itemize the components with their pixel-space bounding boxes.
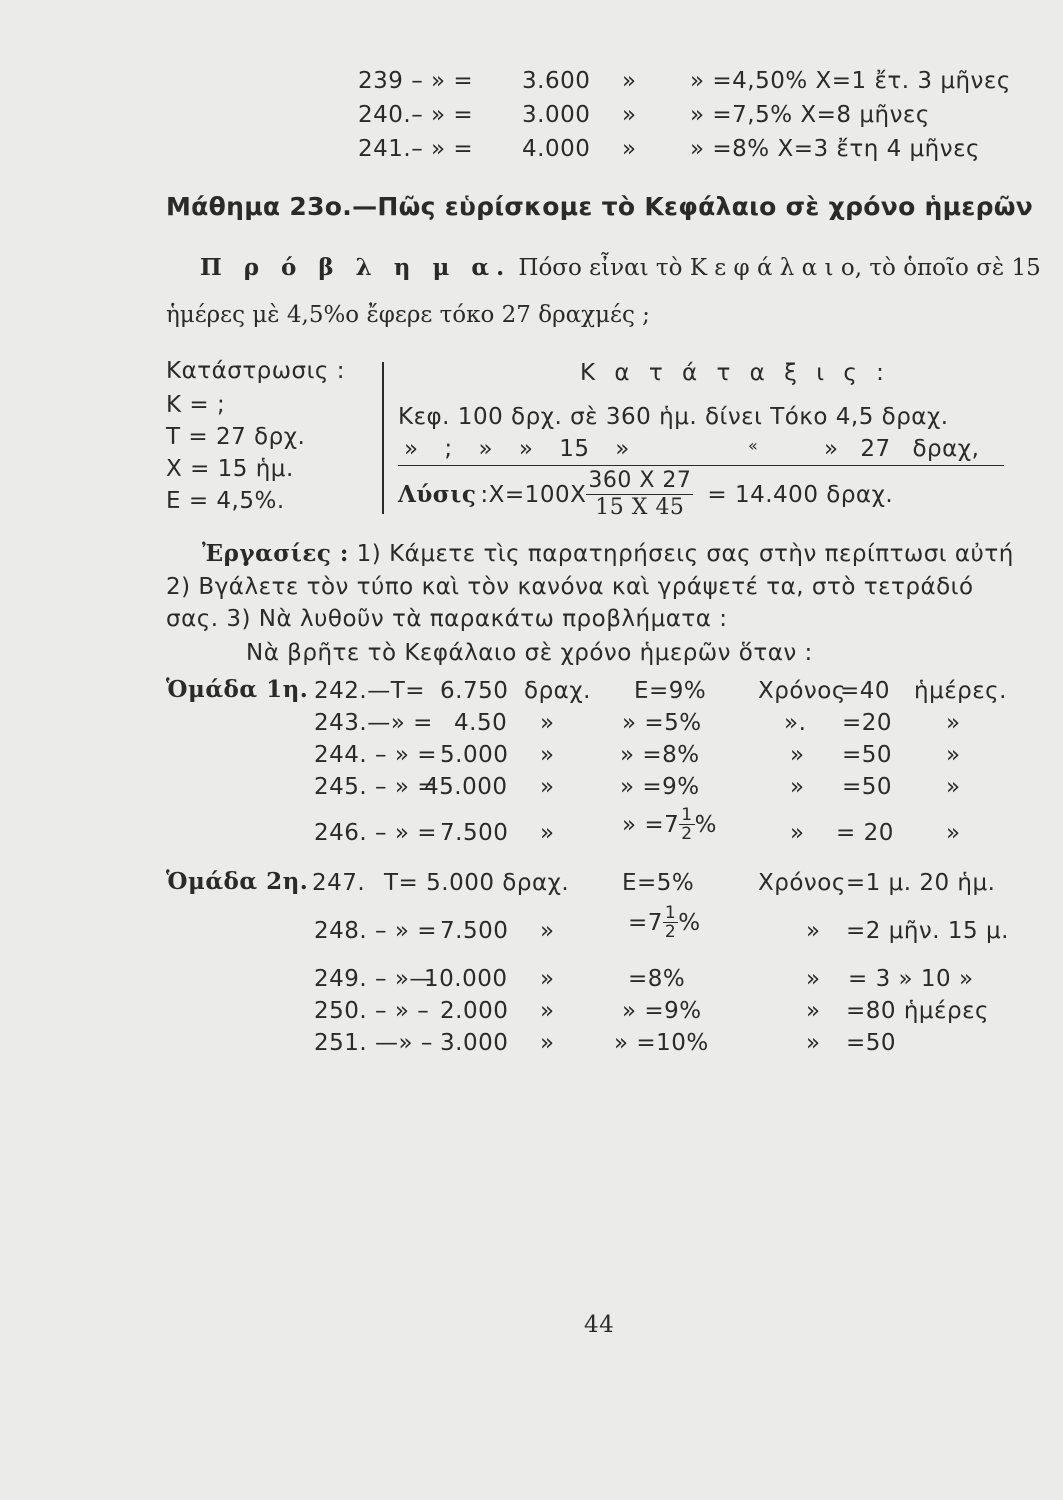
katataxis-heading: Κ α τ ά τ α ξ ι ς : <box>580 360 890 386</box>
half-fraction <box>679 806 694 843</box>
rate-time: » =4,50% X=1 ἔτ. 3 μῆνες <box>690 68 1011 94</box>
time-unit: ἡμέρες. <box>914 678 1007 704</box>
time-value: Χρόνος=1 μ. 20 ἡμ. <box>758 870 996 896</box>
time-label: » <box>806 918 821 944</box>
katataxis-row-2-right: » 27 δραχ, <box>824 436 980 462</box>
unit: » <box>540 918 555 944</box>
rate-time: » =8% X=3 ἔτη 4 μῆνες <box>690 136 981 162</box>
time-value: =20 <box>842 710 893 736</box>
rate: » =9% <box>622 998 702 1024</box>
problem-number: 248. – » = <box>314 918 437 944</box>
solution-result: = 14.400 δραχ. <box>707 481 894 508</box>
unit: » <box>540 998 555 1024</box>
time-value: =50 <box>842 742 893 768</box>
rate-suffix: % <box>678 909 701 936</box>
time-label: » <box>790 742 805 768</box>
problem-label: Π ρ ό β λ η μ α. <box>200 254 512 281</box>
rate: » =9% <box>620 774 700 800</box>
time-value: =40 <box>840 678 891 704</box>
tasks-line-1 <box>202 540 1014 567</box>
separator-line <box>398 465 1004 466</box>
amount: 2.000 <box>440 998 509 1024</box>
problem-line-1 <box>200 254 1041 281</box>
katastrosis-line: Κ = ; <box>166 392 226 418</box>
time-unit: » <box>946 742 961 768</box>
time-label: » <box>806 1030 821 1056</box>
solution-fraction <box>586 468 693 521</box>
rate-suffix: % <box>694 811 717 838</box>
rate: Ε=5% <box>622 870 695 896</box>
unit: » <box>540 820 555 846</box>
problem-number: 251. —» – <box>314 1030 433 1056</box>
ditto-mark: » <box>622 136 637 162</box>
time-value: =50 <box>846 1030 897 1056</box>
unit: δραχ. <box>524 678 591 704</box>
unit: » <box>540 774 555 800</box>
amount: Τ= 5.000 δραχ. <box>384 870 570 896</box>
katataxis-row-2-mid: « <box>748 436 759 455</box>
ditto-mark: » <box>622 68 637 94</box>
ditto-mark: » <box>622 102 637 128</box>
amount: 6.750 <box>440 678 509 704</box>
time-unit: » <box>946 774 961 800</box>
amount: 3.000 <box>522 102 591 128</box>
time-value: = 3 » 10 » <box>848 966 974 992</box>
time-label: » <box>790 820 805 846</box>
time-label: » <box>806 998 821 1024</box>
problem-number: 246. – » = <box>314 820 437 846</box>
time-value: =80 ἡμέρες <box>846 998 990 1024</box>
rate-fraction <box>628 904 701 941</box>
column-divider <box>382 362 384 514</box>
problem-number: 244. – » = <box>314 742 437 768</box>
group-1-label: Ὁμάδα 1η. <box>166 676 309 703</box>
rate: » =5% <box>622 710 702 736</box>
solution-label: Λύσις <box>398 481 477 508</box>
rate-prefix: » =7 <box>622 811 680 838</box>
rate-fraction <box>622 806 717 843</box>
tasks-label: Ἐργασίες : <box>202 540 349 567</box>
amount: 4.50 <box>454 710 508 736</box>
amount: 7.500 <box>440 918 509 944</box>
rate-time: » =7,5% X=8 μῆνες <box>690 102 930 128</box>
problem-number: 240.– » = <box>358 102 474 128</box>
amount: 45.000 <box>424 774 508 800</box>
amount: 5.000 <box>440 742 509 768</box>
rate-prefix: =7 <box>628 909 663 936</box>
fraction-numerator: 360 X 27 <box>588 468 692 493</box>
problem-number: 249. – »— <box>314 966 433 992</box>
unit: » <box>540 742 555 768</box>
tasks-line-2: 2) Βγάλετε τὸν τύπο καὶ τὸν κανόνα καὶ γράψετέ τα, στὸ τετράδιό <box>166 574 974 600</box>
tasks-text-1: 1) Κάμετε τὶς παρατηρήσεις σας στὴν περίπτωσι αὐτή <box>356 541 1014 567</box>
problem-line-2: ἡμέρες μὲ 4,5%ο ἔφερε τόκο 27 δραχμές ; <box>166 302 650 328</box>
fraction-denominator: 2 <box>681 824 693 844</box>
amount: 10.000 <box>424 966 508 992</box>
rate: Ε=9% <box>634 678 707 704</box>
page-number: 44 <box>584 1312 615 1338</box>
time-value: =50 <box>842 774 893 800</box>
katastrosis-line: Ε = 4,5%. <box>166 488 285 514</box>
time-label: ». <box>784 710 807 736</box>
problem-number: 242.—Τ= <box>314 678 426 704</box>
problem-text-1: Πόσο εἶναι τὸ Κ ε φ ά λ α ι ο, τὸ ὁποῖο σὲ 15 <box>518 255 1041 281</box>
rate: » =8% <box>620 742 700 768</box>
half-fraction <box>663 904 678 941</box>
fraction-denominator: 2 <box>664 922 677 942</box>
solution-prefix: :X=100X <box>480 481 587 508</box>
unit: » <box>540 1030 555 1056</box>
time-label: » <box>790 774 805 800</box>
unit: » <box>540 966 555 992</box>
katastrosis-line: Χ = 15 ἡμ. <box>166 456 294 482</box>
unit: » <box>540 710 555 736</box>
problem-number: 241.– » = <box>358 136 474 162</box>
katastrosis-heading: Κατάστρωσις : <box>166 358 345 384</box>
problem-number: 239 – » = <box>358 68 474 94</box>
problem-number: 247. <box>312 870 366 896</box>
katataxis-row-1: Κεφ. 100 δρχ. σὲ 360 ἡμ. δίνει Τόκο 4,5 δραχ. <box>398 404 949 430</box>
rate: =8% <box>628 966 686 992</box>
fraction-numerator: 1 <box>664 903 677 923</box>
problem-number: 245. – » = <box>314 774 437 800</box>
problem-number: 250. – » – <box>314 998 430 1024</box>
katataxis-row-2-left: » ; » » 15 » <box>404 436 630 462</box>
amount: 7.500 <box>440 820 509 846</box>
tasks-line-4: Νὰ βρῆτε τὸ Κεφάλαιο σὲ χρόνο ἡμερῶν ὅταν : <box>246 640 813 666</box>
fraction-numerator: 1 <box>681 805 693 825</box>
time-value: = 20 <box>836 820 894 846</box>
amount: 3.000 <box>440 1030 509 1056</box>
time-label: Χρόνος <box>758 678 846 704</box>
lesson-title: Μάθημα 23ο.—Πῶς εὑρίσκομε τὸ Κεφάλαιο σὲ χρόνο ἡμερῶν <box>166 192 1034 221</box>
fraction-denominator: 15 X 45 <box>595 495 685 520</box>
time-value: =2 μῆν. 15 μ. <box>846 918 1009 944</box>
katastrosis-line: Τ = 27 δρχ. <box>166 424 306 450</box>
time-unit: » <box>946 710 961 736</box>
tasks-line-3: σας. 3) Νὰ λυθοῦν τὰ παρακάτω προβλήματα : <box>166 606 728 632</box>
time-label: » <box>806 966 821 992</box>
amount: 3.600 <box>522 68 591 94</box>
problem-number: 243.—» = <box>314 710 433 736</box>
solution-line <box>398 468 893 521</box>
rate: » =10% <box>614 1030 709 1056</box>
amount: 4.000 <box>522 136 591 162</box>
group-2-label: Ὁμάδα 2η. <box>166 868 309 895</box>
time-unit: » <box>946 820 961 846</box>
